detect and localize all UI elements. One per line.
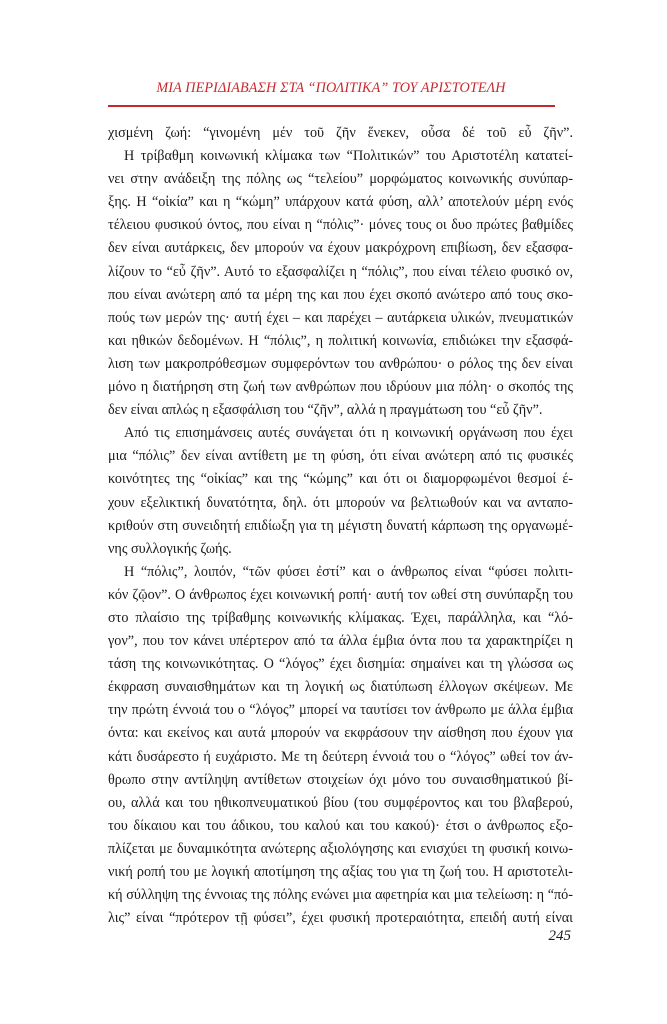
text-line: στο πλαίσιο της τρίβαθμης κοινωνικής κλίμακας. Έχει, παράλληλα, και “λό-: [108, 609, 573, 626]
text-line: λις” είναι “πρότερον τῇ φύσει”, έχει φυσική προτεραιότητα, επειδή αυτή είναι: [108, 910, 573, 927]
text-line: δεν είναι απλώς η εξασφάλιση του “ζῆν”, αλλά η πραγμάτωση του “εὖ ζῆν”.: [108, 402, 543, 419]
text-line: και ηθικών δεδομένων. Η “πόλις”, η πολιτική κοινωνία, επιδιώκει την εξασφά-: [108, 332, 573, 349]
text-line: όντα: και εκείνος και αυτά μπορούν να εκφράσουν την αίσθηση που έχουν για: [108, 725, 573, 742]
text-line: χισμένη ζωή: “γινομένη μέν τοῦ ζῆν ἕνεκεν, οὖσα δέ τοῦ εὖ ζῆν”.: [108, 125, 573, 141]
text-line: που είναι ανώτερη από τα μέρη της και που έχει σκοπό ανώτερο από τους σκο-: [108, 286, 573, 303]
text-line: τάση της κοινωνικότητας. Ο “λόγος” έχει δισημία: σημαίνει και τη γλώσσα ως: [108, 656, 573, 673]
text-line: ου, αλλά και του ηθικοπνευματικού βίου (του συμφέροντος και του βλαβερού,: [108, 794, 573, 811]
text-line: λίζουν το “εὖ ζῆν”. Αυτό το εξασφαλίζει η “πόλις”, που είναι τέλειο φυσικό ον,: [108, 263, 573, 280]
text-line: κριθούν στη συνειδητή επιδίωξη για τη μέγιστη δυνατή κάρπωση της οργανωμέ-: [108, 517, 573, 534]
text-line: κή σύλληψη της έννοιας της πόλης ενώνει μια αφετηρία και μια τελείωση: η “πό-: [108, 887, 573, 904]
header-rule: [108, 105, 555, 107]
text-line: έκφραση συναισθημάτων και τη λογική ως διατύπωση έλλογων σκέψεων. Με: [108, 679, 573, 696]
text-line: δεν είναι αυτάρκεις, δεν μπορούν να έχουν μακρόχρονη επιβίωση, δεν εξασφα-: [108, 240, 573, 257]
text-line: Η τρίβαθμη κοινωνική κλίμακα των “Πολιτικών” του Αριστοτέλη κατατεί-: [124, 148, 573, 165]
text-line: χουν εξελικτική δυνατότητα, δηλ. ότι μπορούν να βελτιωθούν και να ανταπο-: [108, 494, 573, 511]
text-line: μόνο η διατήρηση στη ζωή των ανθρώπων που ιδρύουν μια πόλη· ο σκοπός της: [108, 379, 573, 396]
text-line: λιση των μακροπρόθεσμων συμφερόντων του ανθρώπου· ο ρόλος της δεν είναι: [108, 355, 573, 372]
text-line: Από τις επισημάνσεις αυτές συνάγεται ότι η κοινωνική οργάνωση που έχει: [124, 425, 573, 442]
text-line: νει στην ανάδειξη της πόλης ως “τελείου” μορφώματος κοινωνικής συνύπαρ-: [108, 171, 573, 188]
text-line: τέλειου φυσικού όντος, που είναι η “πόλις”· μόνες τους οι δυο πρώτες βαθμίδες: [108, 217, 573, 234]
text-line: πλίζεται με δυναμικότητα ανώτερης αξιολόγησης και ενισχύει τη φυσική κοινω-: [108, 840, 573, 857]
text-line: νική ροπή του με λογική αποτίμηση της αξίας του για τη ζωή του. Η αριστοτελι-: [108, 864, 573, 880]
text-line: του δίκαιου και του άδικου, του καλού και του κακού)· έτσι ο άνθρωπος εξο-: [108, 817, 573, 834]
text-line: πούς των μερών της· αυτή έχει – και παρέχει – αυτάρκεια υλικών, πνευματικών: [108, 309, 573, 326]
text-line: ξης. Η “οἰκία” και η “κώμη” υπάρχουν κατά φύση, αλλ’ αποτελούν μέρη ενός: [108, 194, 573, 211]
text-line: κόν ζῷον”. Ο άνθρωπος έχει κοινωνική ροπή· αυτή τον ωθεί στη συνύπαρξη του: [108, 586, 573, 603]
text-line: Η “πόλις”, λοιπόν, “τῶν φύσει ἐστί” και ο άνθρωπος είναι “φύσει πολιτι-: [124, 563, 573, 580]
text-line: θρωπο στην αντίληψη αντίθετων στοιχείων όχι μόνο του συναισθηματικού βί-: [108, 771, 573, 788]
text-line: κάτι δυσάρεστο ή ευχάριστο. Με τη δεύτερη έννοιά του ο “λόγος” ωθεί τον άν-: [108, 748, 573, 765]
text-line: γον”, που τον κάνει υπέρτερον από τα άλλα έμβια όντα που τα χαρακτηρίζει η: [108, 633, 573, 650]
running-header: ΜΙΑ ΠΕΡΙΔΙΑΒΑΣΗ ΣΤΑ “ΠΟΛΙΤΙΚΑ” ΤΟΥ ΑΡΙΣΤΟΤΕΛΗ: [156, 80, 506, 96]
text-line: νης συλλογικής ζωής.: [108, 540, 232, 557]
body-text: [108, 122, 573, 930]
text-line: την πρώτη έννοιά του ο “λόγος” μπορεί να ταυτίσει τον άνθρωπο με άλλα έμβια: [108, 702, 573, 719]
text-line: μια “πόλις” δεν είναι αντίθετη με τη φύση, ότι είναι ανώτερη από τις φυσικές: [108, 448, 573, 465]
text-line: κοινότητες της “οἰκίας” και της “κώμης” και ότι οι διαμορφωμένοι θεσμοί έ-: [108, 471, 573, 488]
page-number: 245: [548, 928, 571, 944]
